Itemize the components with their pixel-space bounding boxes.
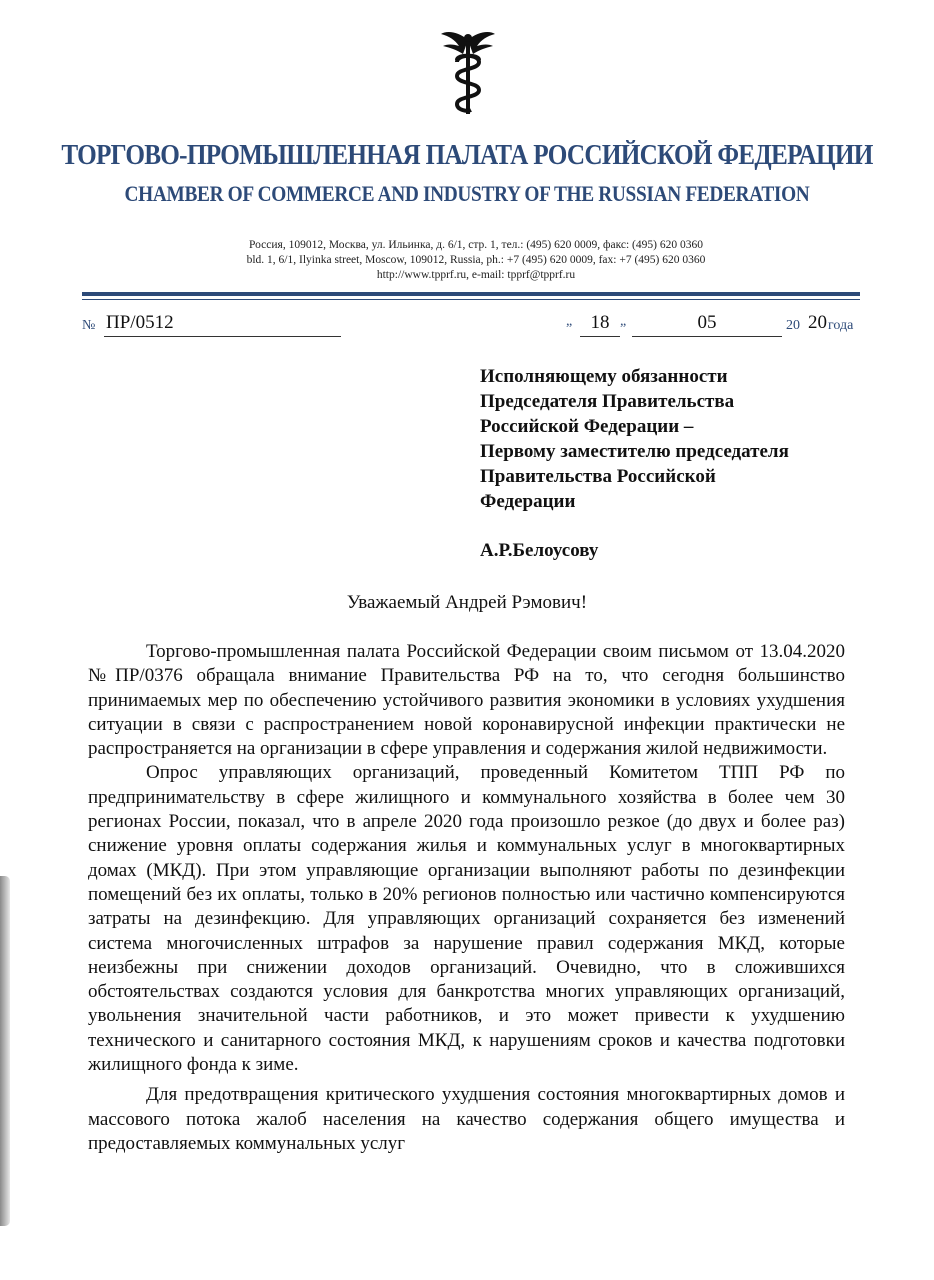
mercury-caduceus-logo (437, 30, 499, 118)
address-ru: Россия, 109012, Москва, ул. Ильинка, д. 6/1, стр. 1, тел.: (495) 620 0009, факс: (495) 620 0360 (249, 239, 703, 251)
body-paragraph: Для предотвращения критического ухудшения состояния многоквартирных домов и массового потока жалоб населения на качество содержания общего имущества и предоставляемых коммунальных услуг (88, 1084, 845, 1154)
letterhead-rule-thin (82, 299, 860, 300)
date-year-prefix: 20 (786, 318, 800, 333)
addressee-line: Исполняющему обязанности (480, 366, 728, 387)
body-paragraph: Торгово-промышленная палата Российской Федерации своим письмом от 13.04.2020 №ПР/0376 обращала внимание Правительства РФ на то, что сегодня большинство принимаемых мер по обеспечению устойчивого развития экономики в условиях ухудшения ситуации в связи с распространением новой коронавирусной инфекции практически не распространяется на организации в сфере управления и содержания жилой недвижимости. (88, 641, 845, 760)
addressee-line: Российской Федерации – (480, 416, 694, 437)
date-year-suffix: 20 (808, 312, 827, 333)
addressee-name: А.Р.Белоусову (480, 540, 599, 561)
addressee-line: Федерации (480, 491, 576, 512)
contact-block (196, 238, 756, 283)
addressee-line: Председателя Правительства (480, 391, 735, 412)
address-en: bld. 1, 6/1, Ilyinka street, Moscow, 109012, Russia, ph.: +7 (495) 620 0009, fax: +7 (495) 620 0360 (246, 254, 706, 266)
ref-number-sign: № (82, 318, 96, 333)
scroll-edge-shadow (0, 876, 10, 1226)
addressee-line: Правительства Российской (480, 466, 716, 487)
org-name-en: CHAMBER OF COMMERCE AND INDUSTRY OF THE RUSSIAN FEDERATION (124, 181, 810, 206)
date-quote-open: „ (566, 314, 573, 329)
letter-body (88, 640, 845, 1156)
date-year-word: года (828, 318, 854, 333)
web-email: http://www.tpprf.ru, e-mail: tpprf@tpprf.ru (376, 269, 576, 281)
ref-number: ПР/0512 (104, 312, 341, 337)
date-month: 05 (632, 312, 782, 337)
letterhead-rule-thick (82, 292, 860, 296)
salutation: Уважаемый Андрей Рэмович! (346, 592, 588, 613)
addressee-line: Первому заместителю председателя (480, 441, 789, 462)
org-name-ru: ТОРГОВО-ПРОМЫШЛЕННАЯ ПАЛАТА РОССИЙСКОЙ ФЕДЕРАЦИИ (61, 140, 873, 171)
addressee-block (480, 364, 880, 514)
date-quote-close: „ (620, 314, 627, 329)
body-paragraph: Опрос управляющих организаций, проведенный Комитетом ТПП РФ по предпринимательству в сфере жилищного и коммунального хозяйства в более чем 30 регионах России, показал, что в апреле 2020 года произошло резкое (до двух и более раз) снижение уровня оплаты содержания жилья и коммунальных услуг в многоквартирных домах (МКД). При этом управляющие организации выполняют работы по дезинфекции помещений без их оплаты, только в 20% регионов полностью или частично компенсируются затраты на дезинфекцию. Для управляющих организаций сохраняется без изменений система многочисленных штрафов за нарушение правил содержания МКД, которые неизбежны при снижении доходов организаций. Очевидно, что в сложившихся обстоятельствах создаются условия для банкротства многих управляющих организаций, увольнения значительной части работников, и это может привести к ухудшению технического и санитарного состояния МКД, к нарушениям сроков и качества подготовки жилищного фонда к зиме. (88, 762, 845, 1076)
date-day: 18 (580, 312, 620, 337)
